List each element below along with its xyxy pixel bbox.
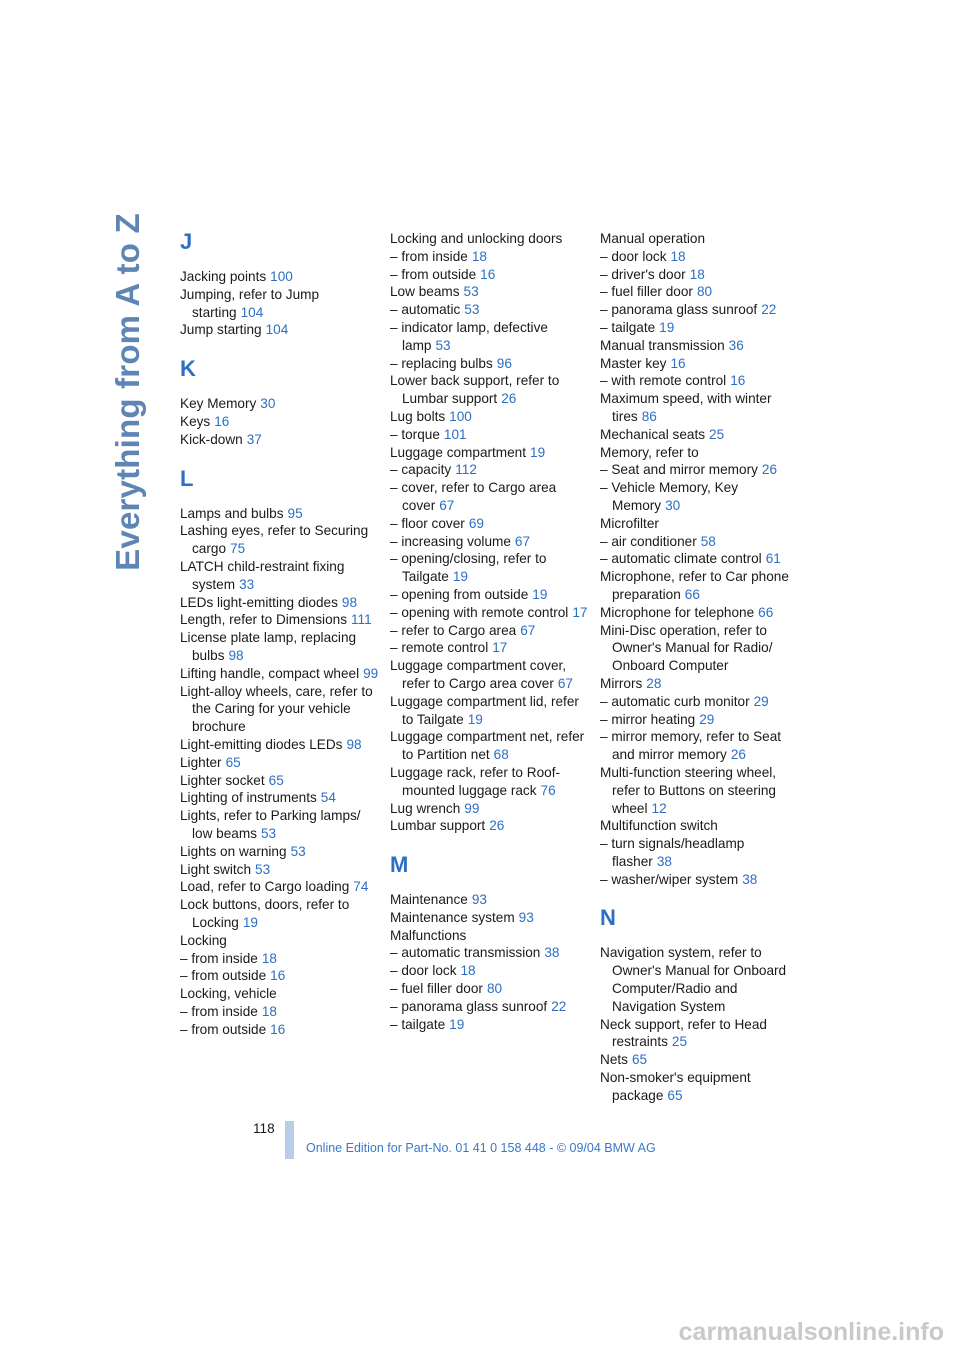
index-entry — [390, 657, 590, 693]
index-entry-text: – with remote control — [600, 373, 727, 389]
index-entry — [180, 772, 380, 790]
index-entry-text: – mirror memory, refer to Seat and mirror memory — [600, 729, 782, 763]
index-entry-text: Non-smoker's equipment package — [600, 1070, 751, 1103]
page-reference-link[interactable]: 22 — [761, 302, 777, 318]
index-entry — [600, 461, 800, 479]
index-entry-text: – opening/closing, refer to Tailgate — [390, 551, 547, 585]
index-entry — [180, 321, 380, 339]
index-entry — [390, 515, 590, 533]
index-entry — [600, 426, 800, 444]
index-entry-text: Luggage rack, refer to Roof-mounted luggage rack — [390, 764, 561, 798]
index-entry — [390, 962, 590, 980]
index-entry — [180, 861, 380, 879]
index-entry-text: – turn signals/headlamp flasher — [600, 836, 745, 869]
index-entry-text: Multifunction switch — [600, 818, 718, 834]
page-reference-link[interactable]: 53 — [435, 337, 451, 353]
page-reference-link[interactable]: 38 — [742, 871, 758, 887]
index-entry — [180, 807, 380, 843]
page-reference-link[interactable]: 19 — [467, 711, 483, 727]
page-reference-link[interactable]: 16 — [480, 266, 496, 282]
page-reference-link[interactable]: 25 — [671, 1034, 688, 1050]
index-entry — [180, 286, 380, 322]
page-reference-link[interactable]: 95 — [287, 505, 303, 521]
index-entry — [390, 909, 590, 927]
page-reference-link[interactable]: 18 — [261, 1003, 277, 1019]
index-entry — [600, 728, 800, 764]
index-entry-text: Key Memory — [180, 396, 257, 412]
index-entry — [600, 1051, 800, 1069]
index-entry — [600, 764, 800, 817]
index-entry-text: – automatic climate control — [600, 551, 762, 567]
index-entry — [390, 728, 590, 764]
page-reference-link[interactable]: 54 — [320, 790, 336, 806]
index-entry — [390, 301, 590, 319]
index-entry-text: – tailgate — [390, 1016, 446, 1032]
page-reference-link[interactable]: 100 — [449, 408, 472, 424]
page-reference-link[interactable]: 53 — [255, 861, 271, 877]
page-reference-link[interactable]: 93 — [518, 909, 534, 925]
index-entry-text: Malfunctions — [390, 927, 467, 943]
index-entry — [390, 604, 590, 622]
page-reference-link[interactable]: 36 — [728, 337, 744, 353]
index-entry-text: – air conditioner — [600, 533, 697, 549]
index-entry-text: – remote control — [390, 640, 489, 656]
index-entry-text: – automatic transmission — [390, 945, 541, 961]
index-column-2 — [390, 230, 590, 1033]
index-letter-heading: N — [600, 905, 616, 931]
page-reference-link[interactable]: 111 — [351, 612, 372, 628]
index-entry — [180, 843, 380, 861]
index-entry-text: Locking — [180, 932, 227, 948]
index-entry — [180, 932, 380, 950]
page-reference-link[interactable]: 96 — [496, 355, 512, 371]
index-letter-heading: K — [180, 356, 196, 382]
index-entry-text: Luggage compartment cover, refer to Cargo area cover — [390, 658, 567, 691]
page-reference-link[interactable]: 28 — [646, 675, 662, 691]
index-entry-text: Nets — [600, 1052, 628, 1068]
index-entry-text: License plate lamp, replacing bulbs — [180, 630, 357, 663]
index-entry-text: Lower back support, refer to Lumbar support — [390, 373, 560, 407]
page-reference-link[interactable]: 29 — [753, 693, 769, 709]
page-reference-link[interactable]: 12 — [651, 800, 667, 816]
page-reference-link[interactable]: 19 — [449, 1016, 465, 1032]
index-entry-text: LEDs light-emitting diodes — [180, 594, 338, 610]
index-entry — [390, 266, 590, 284]
index-letter-heading: M — [390, 852, 409, 878]
page-reference-link[interactable]: 38 — [544, 945, 560, 961]
page-reference-link[interactable]: 53 — [464, 302, 480, 318]
index-entry — [180, 754, 380, 772]
index-entry — [180, 413, 380, 431]
index-entry-text: Light-alloy wheels, care, refer to the Caring for your vehicle brochure — [180, 683, 373, 735]
index-entry — [600, 479, 800, 515]
index-entry-text: Lumbar support — [390, 818, 486, 834]
index-column-3 — [600, 230, 800, 1105]
index-entry-text: – panorama glass sunroof — [600, 302, 758, 318]
page-reference-link[interactable]: 25 — [709, 426, 725, 442]
index-entry-text: Lock buttons, doors, refer to Locking — [180, 897, 350, 930]
index-entry-text: Light switch — [180, 861, 252, 877]
index-entry — [600, 550, 800, 568]
index-entry-text: Kick-down — [180, 431, 243, 447]
page-reference-link[interactable]: 80 — [696, 284, 713, 300]
index-entry — [180, 1021, 380, 1039]
index-entry — [600, 444, 800, 462]
index-entry-text: Jumping, refer to Jump starting — [180, 286, 320, 320]
index-entry — [390, 319, 590, 355]
page-number: 118 — [253, 1121, 275, 1136]
index-entry — [390, 426, 590, 444]
page-reference-link[interactable]: 53 — [260, 825, 277, 841]
page-reference-link[interactable]: 101 — [443, 426, 467, 442]
index-entry — [180, 558, 380, 594]
index-entry — [600, 533, 800, 551]
index-entry-text: – mirror heating — [600, 711, 696, 727]
index-entry-text: Manual operation — [600, 231, 706, 246]
index-entry-text: Maintenance system — [390, 909, 515, 925]
page-reference-link[interactable]: 18 — [460, 963, 476, 979]
page-reference-link[interactable]: 18 — [471, 248, 487, 264]
page-reference-link[interactable]: 65 — [268, 772, 284, 788]
index-entry-text: – panorama glass sunroof — [390, 998, 548, 1014]
page-reference-link[interactable]: 65 — [667, 1087, 683, 1103]
index-entry — [390, 533, 590, 551]
index-entry-text: Microphone for telephone — [600, 604, 755, 620]
index-entry — [390, 817, 590, 835]
index-entry-text: Navigation system, refer to Owner's Manual for Onboard Computer/Radio and Navigation System — [600, 945, 787, 1014]
page-reference-link[interactable]: 53 — [290, 843, 306, 859]
index-entry-text: – from outside — [180, 968, 267, 984]
index-entry-text: – washer/wiper system — [600, 871, 739, 887]
index-entry — [600, 568, 800, 604]
page-reference-link[interactable]: 17 — [492, 640, 508, 656]
index-entry — [600, 817, 800, 835]
page-reference-link[interactable]: 18 — [261, 950, 277, 966]
index-entry-text: – door lock — [390, 963, 457, 979]
index-entry — [600, 944, 800, 1015]
index-entry-text: Luggage compartment — [390, 444, 527, 460]
page-reference-link[interactable]: 98 — [341, 594, 358, 610]
page-reference-link[interactable]: 75 — [230, 541, 246, 557]
index-entry-text: Lifting handle, compact wheel — [180, 665, 360, 681]
index-entry-text: – driver's door — [600, 266, 686, 282]
index-entry-text: Master key — [600, 355, 667, 371]
index-entry-text: – replacing bulbs — [390, 355, 493, 371]
index-entry — [390, 283, 590, 301]
index-entry-text: – capacity — [390, 462, 452, 478]
index-entry — [390, 622, 590, 640]
index-entry — [600, 693, 800, 711]
index-entry — [600, 1069, 800, 1105]
index-entry-text: Mirrors — [600, 675, 643, 691]
index-entry — [180, 736, 380, 754]
index-entry-text: Jacking points — [180, 269, 267, 284]
index-entry — [600, 372, 800, 390]
page-reference-link[interactable]: 19 — [659, 319, 675, 335]
footer-edition-text: Online Edition for Part-No. 01 41 0 158 448 - © 09/04 BMW AG — [306, 1141, 656, 1155]
page-reference-link[interactable]: 67 — [557, 675, 573, 691]
index-entry — [600, 319, 800, 337]
index-entry-text: – indicator lamp, defective lamp — [390, 319, 548, 353]
index-entry — [390, 355, 590, 373]
index-entry — [180, 665, 380, 683]
index-entry-text: – opening with remote control — [390, 604, 569, 620]
index-entry-text: Lug bolts — [390, 408, 446, 424]
index-entry — [600, 1016, 800, 1052]
index-entry-text: – refer to Cargo area — [390, 622, 517, 638]
index-entry-text: – torque — [390, 426, 440, 442]
page-reference-link[interactable]: 33 — [239, 576, 255, 592]
section-title-vertical — [98, 213, 158, 571]
index-entry-text: – floor cover — [390, 515, 465, 531]
page-reference-link[interactable]: 16 — [270, 1021, 286, 1037]
page-reference-link[interactable]: 37 — [246, 431, 262, 447]
page-reference-link[interactable]: 19 — [452, 569, 468, 585]
index-entry-text: Lashing eyes, refer to Securing cargo — [180, 523, 369, 557]
index-entry-text: – tailgate — [600, 319, 656, 335]
index-entry-text: – from outside — [390, 266, 477, 282]
index-entry — [600, 515, 800, 533]
index-entry-text: Lighter — [180, 754, 222, 770]
index-entry — [390, 800, 590, 818]
page-reference-link[interactable]: 26 — [761, 462, 778, 478]
index-entry-text: – Seat and mirror memory — [600, 462, 758, 478]
index-entry-text: Locking, vehicle — [180, 986, 277, 1002]
index-entry — [180, 985, 380, 1003]
index-entry-text: Mini-Disc operation, refer to Owner's Manual for Radio/ Onboard Computer — [600, 622, 773, 674]
page-reference-link[interactable]: 80 — [486, 981, 503, 997]
index-entry-text: Maximum speed, with winter tires — [600, 391, 772, 424]
index-entry-text: Lights on warning — [180, 843, 287, 859]
page-reference-link[interactable]: 76 — [540, 782, 556, 798]
index-entry — [390, 248, 590, 266]
index-entry-text: Load, refer to Cargo loading — [180, 879, 350, 895]
index-entry — [600, 604, 800, 622]
page-reference-link[interactable]: 61 — [765, 551, 781, 567]
index-entry — [390, 927, 590, 945]
index-entry-text: Luggage compartment net, refer to Partition net — [390, 729, 585, 763]
page-reference-link[interactable]: 19 — [530, 444, 546, 460]
index-entry — [390, 693, 590, 729]
index-entry — [180, 629, 380, 665]
page-reference-link[interactable]: 30 — [665, 497, 681, 513]
page-reference-link[interactable]: 16 — [270, 968, 286, 984]
index-entry — [180, 878, 380, 896]
page-reference-link[interactable]: 104 — [265, 322, 289, 338]
index-entry — [390, 372, 590, 408]
index-entry-text: Lighter socket — [180, 772, 265, 788]
index-entry-text: – from inside — [180, 1003, 258, 1019]
index-entry — [600, 871, 800, 889]
page-reference-link[interactable]: 26 — [501, 391, 517, 407]
index-entry-text: Lights, refer to Parking lamps/ low beams — [180, 808, 361, 841]
page-reference-link[interactable]: 65 — [631, 1052, 648, 1068]
index-entry-text: Locking and unlocking doors — [390, 231, 563, 246]
page-reference-link[interactable]: 16 — [214, 413, 230, 429]
index-entry-text: Low beams — [390, 284, 460, 300]
index-entry-text: Length, refer to Dimensions — [180, 612, 347, 628]
index-entry-text: – cover, refer to Cargo area cover — [390, 480, 557, 513]
page-reference-link[interactable]: 86 — [641, 408, 657, 424]
index-entry — [180, 896, 380, 932]
index-entry — [180, 268, 380, 286]
index-entry — [600, 337, 800, 355]
index-entry — [180, 522, 380, 558]
index-entry-text: LATCH child-restraint fixing system — [180, 558, 345, 592]
index-entry-text: Mechanical seats — [600, 426, 706, 442]
page-reference-link[interactable]: 66 — [758, 604, 774, 620]
index-entry — [600, 230, 800, 248]
index-entry-text: Maintenance — [390, 892, 468, 908]
page-reference-link[interactable]: 67 — [439, 497, 455, 513]
index-entry — [390, 980, 590, 998]
index-entry-text: – increasing volume — [390, 533, 511, 549]
index-entry — [180, 395, 380, 413]
footer-accent-bar — [285, 1121, 294, 1159]
index-entry — [180, 431, 380, 449]
page-reference-link[interactable]: 98 — [228, 647, 244, 663]
index-entry — [390, 586, 590, 604]
index-entry — [390, 891, 590, 909]
page-reference-link[interactable]: 99 — [464, 800, 480, 816]
page-reference-link[interactable]: 112 — [455, 462, 477, 478]
watermark: carmanualsonline.info — [678, 1318, 944, 1346]
index-entry-text: – Vehicle Memory, Key Memory — [600, 480, 739, 513]
page-reference-link[interactable]: 68 — [493, 747, 509, 763]
index-entry-text: Memory, refer to — [600, 444, 699, 460]
index-entry-text: – fuel filler door — [600, 284, 693, 300]
index-entry-text: – automatic — [390, 302, 461, 318]
index-entry-text: Jump starting — [180, 322, 262, 338]
index-entry — [180, 611, 380, 629]
index-entry — [180, 505, 380, 523]
index-entry — [180, 950, 380, 968]
index-entry — [600, 248, 800, 266]
page-reference-link[interactable]: 98 — [346, 736, 362, 752]
index-entry — [390, 1016, 590, 1034]
index-entry — [180, 1003, 380, 1021]
page-reference-link[interactable]: 18 — [689, 266, 705, 282]
index-entry — [600, 835, 800, 871]
index-entry — [600, 355, 800, 373]
page-reference-link[interactable]: 104 — [240, 304, 264, 320]
page-reference-link[interactable]: 99 — [363, 665, 379, 681]
page-reference-link[interactable]: 66 — [684, 586, 700, 602]
page-reference-link[interactable]: 58 — [700, 533, 716, 549]
page-reference-link[interactable]: 16 — [730, 373, 746, 389]
index-entry-text: – from inside — [180, 950, 258, 966]
page-reference-link[interactable]: 26 — [730, 747, 746, 763]
index-entry — [390, 408, 590, 426]
index-entry-text: – automatic curb monitor — [600, 693, 750, 709]
index-entry-text: Keys — [180, 413, 211, 429]
index-entry — [390, 550, 590, 586]
index-letter-heading: L — [180, 465, 194, 491]
index-entry — [600, 283, 800, 301]
index-entry — [600, 266, 800, 284]
page-reference-link[interactable]: 67 — [520, 622, 536, 638]
index-entry — [180, 594, 380, 612]
index-entry — [390, 764, 590, 800]
index-entry — [600, 301, 800, 319]
index-entry-text: – opening from outside — [390, 586, 529, 602]
index-entry-text: – fuel filler door — [390, 981, 483, 997]
index-entry-text: Light-emitting diodes LEDs — [180, 736, 343, 752]
index-entry — [390, 479, 590, 515]
index-entry — [390, 461, 590, 479]
index-letter-heading: J — [180, 229, 193, 254]
index-entry — [180, 789, 380, 807]
page-reference-link[interactable]: 22 — [551, 998, 567, 1014]
index-entry-text: Lighting of instruments — [180, 790, 317, 806]
index-entry-text: – from inside — [390, 248, 468, 264]
page-reference-link[interactable]: 30 — [260, 396, 276, 412]
index-entry — [390, 639, 590, 657]
index-entry — [390, 944, 590, 962]
page-reference-link[interactable]: 100 — [270, 269, 293, 284]
index-entry — [600, 711, 800, 729]
page-reference-link[interactable]: 38 — [656, 853, 672, 869]
page-reference-link[interactable]: 67 — [514, 533, 531, 549]
page-reference-link[interactable]: 74 — [353, 879, 369, 895]
page-reference-link[interactable]: 19 — [532, 586, 548, 602]
page-reference-link[interactable]: 29 — [699, 711, 715, 727]
page-reference-link[interactable]: 69 — [468, 515, 484, 531]
index-entry-text: Manual transmission — [600, 337, 725, 353]
index-entry — [390, 998, 590, 1016]
page-reference-link[interactable]: 53 — [463, 284, 479, 300]
page-reference-link[interactable]: 17 — [572, 604, 588, 620]
index-entry-text: Lug wrench — [390, 800, 461, 816]
index-entry — [600, 622, 800, 675]
index-entry — [180, 683, 380, 736]
index-entry-text: – door lock — [600, 248, 667, 264]
page-reference-link[interactable]: 19 — [242, 914, 258, 930]
index-entry — [390, 444, 590, 462]
index-entry-text: Lamps and bulbs — [180, 505, 284, 521]
index-entry-text: Luggage compartment lid, refer to Tailgate — [390, 693, 579, 727]
index-entry — [180, 967, 380, 985]
page-reference-link[interactable]: 18 — [670, 248, 686, 264]
page-reference-link[interactable]: 16 — [670, 355, 686, 371]
index-entry-text: Microfilter — [600, 515, 659, 531]
index-entry-text: Multi-function steering wheel, refer to Buttons on steering wheel — [600, 764, 777, 816]
section-title-text: Everything from A to Z — [109, 213, 147, 571]
index-entry — [600, 390, 800, 426]
index-entry — [600, 675, 800, 693]
index-column-1 — [180, 230, 380, 1038]
index-entry — [390, 230, 590, 248]
page-reference-link[interactable]: 65 — [225, 754, 241, 770]
index-entry-text: Neck support, refer to Head restraints — [600, 1016, 767, 1050]
index-entry-text: – from outside — [180, 1021, 267, 1037]
index-entry-text: Microphone, refer to Car phone preparation — [600, 569, 789, 602]
page-reference-link[interactable]: 93 — [471, 892, 487, 908]
page-reference-link[interactable]: 26 — [489, 818, 505, 834]
